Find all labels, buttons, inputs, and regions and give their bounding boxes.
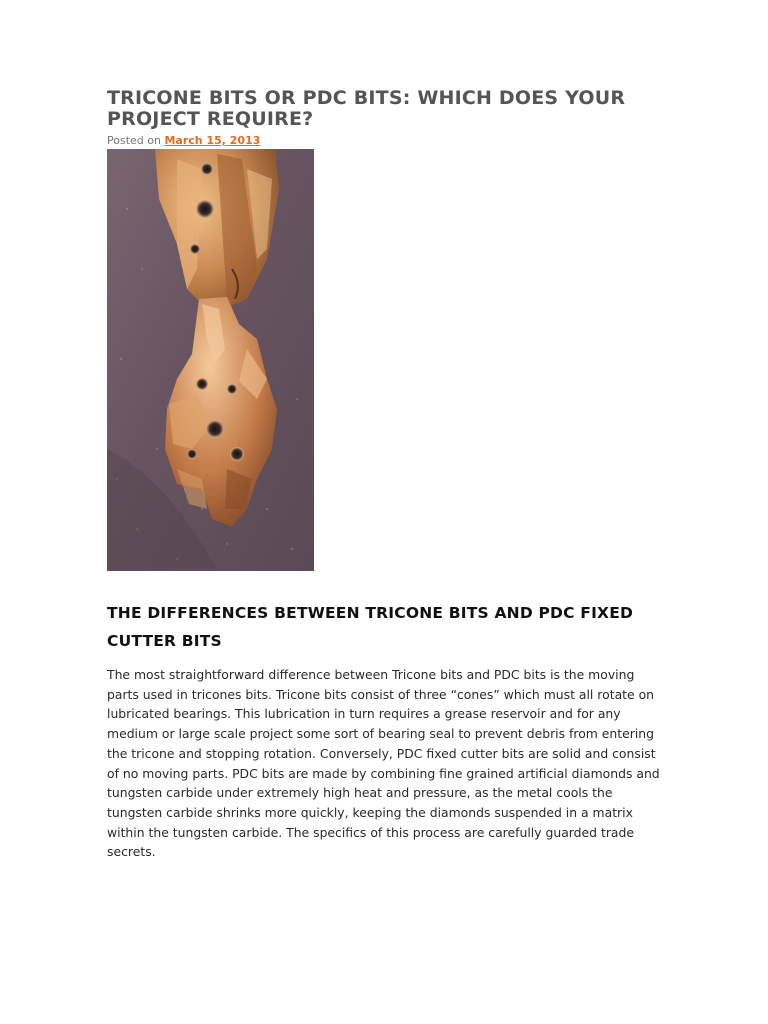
posted-on-label: Posted on [107, 134, 161, 147]
post-meta [107, 134, 667, 148]
drill-bits-photo [107, 149, 314, 571]
post-title: TRICONE BITS OR PDC BITS: WHICH DOES YOUR PROJECT REQUIRE? [107, 87, 626, 130]
body-paragraph: The most straightforward difference between Tricone bits and PDC bits is the moving parts used in tricones bits. Tricone bits consist of three “cones” which must all rotate on lubricated bearings. This lubrication in turn requires a grease reservoir and for any medium or large scale project some sort of bearing seal to prevent debris from entering the tricone and stopping rotation. Conversely, PDC fixed cutter bits are solid and consist of no moving parts. PDC bits are made by combining fine grained artificial diamonds and tungsten carbide under extremely high heat and pressure, as the metal cools the tungsten carbide shrinks more quickly, keeping the diamonds suspended in a matrix within the tungsten carbide. The specifics of this process are carefully guarded trade secrets. [107, 667, 660, 860]
post-date-link[interactable]: March 15, 2013 [164, 134, 261, 147]
post [107, 88, 667, 862]
section-heading: THE DIFFERENCES BETWEEN TRICONE BITS AND PDC FIXED CUTTER BITS [107, 604, 634, 650]
